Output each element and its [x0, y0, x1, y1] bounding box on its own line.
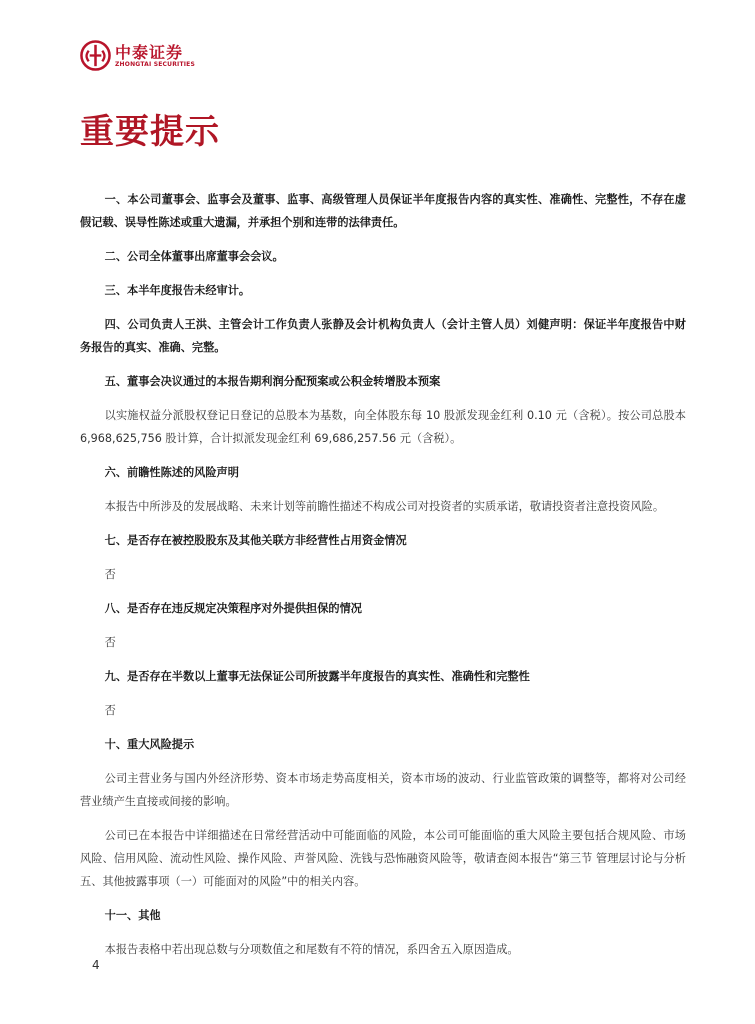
- section-body: 本报告中所涉及的发展战略、未来计划等前瞻性描述不构成公司对投资者的实质承诺，敬请投资者注意投资风险。: [104, 500, 665, 513]
- section-body: 否: [104, 704, 116, 717]
- section-body: 否: [104, 568, 116, 581]
- section-body: 本报告表格中若出现总数与分项数值之和尾数有不符的情况，系四舍五入原因造成。: [104, 943, 519, 956]
- page-title: 重要提示: [80, 112, 220, 152]
- section-heading: 九、是否存在半数以上董事无法保证公司所披露半年度报告的真实性、准确性和完整性: [104, 670, 530, 683]
- section-heading: 五、董事会决议通过的本报告期利润分配预案或公积金转增股本预案: [104, 375, 441, 388]
- section-heading: 三、本半年度报告未经审计。: [104, 284, 251, 297]
- section-body: 以实施权益分派股权登记日登记的总股本为基数，向全体股东每 10 股派发现金红利 0.10 元（含税）。按公司总股本 6,968,625,756 股计算，合计拟派发现金红利 69,686,257.56 元（含税）。: [80, 409, 686, 445]
- section-heading: 七、是否存在被控股股东及其他关联方非经营性占用资金情况: [104, 534, 407, 547]
- company-logo: [80, 40, 195, 71]
- section-body: 公司主营业务与国内外经济形势、资本市场走势高度相关，资本市场的波动、行业监管政策的调整等，都将对公司经营业绩产生直接或间接的影响。: [80, 772, 686, 808]
- section-heading: 八、是否存在违反规定决策程序对外提供担保的情况: [104, 602, 362, 615]
- section-body: 否: [104, 636, 116, 649]
- section-heading: 四、公司负责人王洪、主管会计工作负责人张静及会计机构负责人（会计主管人员）刘健声明：保证半年度报告中财务报告的真实、准确、完整。: [80, 318, 686, 354]
- section-heading: 十一、其他: [104, 909, 161, 922]
- important-notice-body: [80, 188, 686, 972]
- section-heading: 六、前瞻性陈述的风险声明: [104, 466, 239, 479]
- section-heading: 一、本公司董事会、监事会及董事、监事、高级管理人员保证半年度报告内容的真实性、准确性、完整性，不存在虚假记载、误导性陈述或重大遗漏，并承担个别和连带的法律责任。: [80, 193, 686, 229]
- section-heading: 十、重大风险提示: [104, 738, 195, 751]
- zhongtai-logo-icon: [80, 40, 111, 71]
- page-number: 4: [92, 958, 100, 972]
- section-heading: 二、公司全体董事出席董事会会议。: [104, 250, 284, 263]
- section-body: 公司已在本报告中详细描述在日常经营活动中可能面临的风险，本公司可能面临的重大风险主要包括合规风险、市场风险、信用风险、流动性风险、操作风险、声誉风险、洗钱与恐怖融资风险等，敬请查阅本报告“第三节 管理层讨论与分析 五、其他披露事项（一）可能面对的风险”中的相关内容。: [80, 829, 686, 888]
- logo-english-name: ZHONGTAI SECURITIES: [115, 60, 195, 68]
- logo-chinese-name: 中泰证券: [115, 42, 184, 62]
